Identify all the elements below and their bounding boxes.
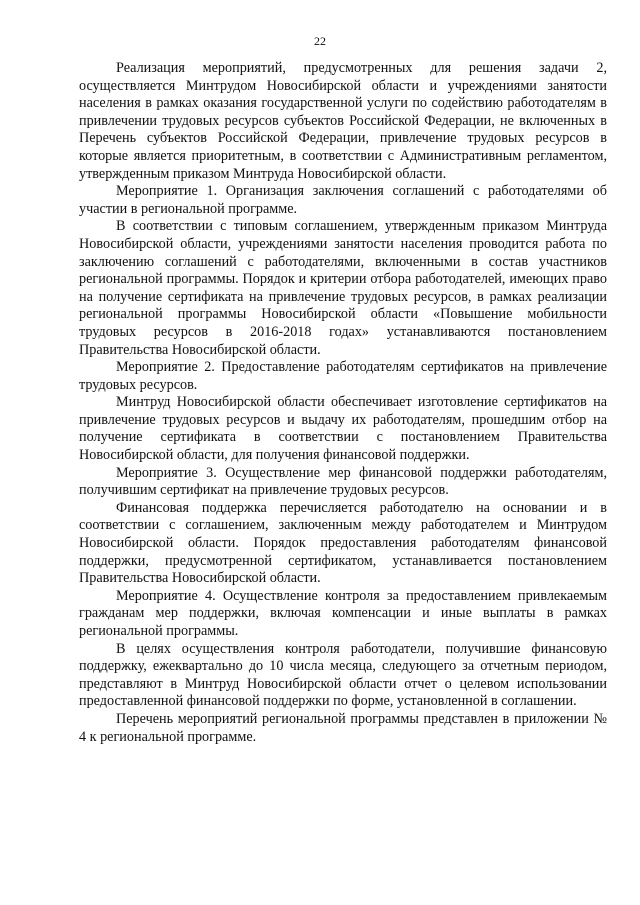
document-body <box>79 60 607 746</box>
paragraph-certificates-issue: Минтруд Новосибирской области обеспечивает изготовление сертификатов на привлечение трудовых ресурсов и выдачу их работодателям, прошедшим отбор на получение сертификата в соответствии с постановлением Правительства Новосибирской области, для получения финансовой поддержки. <box>79 394 607 464</box>
paragraph-measure-3: Мероприятие 3. Осуществление мер финансовой поддержки работодателям, получившим сертификат на привлечение трудовых ресурсов. <box>79 464 607 499</box>
paragraph-measure-1: Мероприятие 1. Организация заключения соглашений с работодателями об участии в региональной программе. <box>79 183 607 217</box>
paragraph-standard-agreement: В соответствии с типовым соглашением, утвержденным приказом Минтруда Новосибирской области, учреждениями занятости населения проводится работа по заключению соглашений с работодателями, включенными в состав участников региональной программы. Порядок и критерии отбора работодателей, имеющих право на получение сертификата на привлечение трудовых ресурсов, в рамках реализации региональной программы Новосибирской области «Повышение мобильности трудовых ресурсов в 2016-2018 годах» устанавливаются постановлением Правительства Новосибирской области. <box>79 218 607 358</box>
paragraph-measure-2: Мероприятие 2. Предоставление работодателям сертификатов на привлечение трудовых ресурсов. <box>79 359 607 393</box>
paragraph-measures-list: Перечень мероприятий региональной программы представлен в приложении № 4 к региональной программе. <box>79 710 607 745</box>
paragraph-control-reporting: В целях осуществления контроля работодатели, получившие финансовую поддержку, ежеквартально до 10 числа месяца, следующего за отчетным периодом, представляют в Минтруд Новосибирской области отчет о целевом использовании предоставленной финансовой поддержки по форме, установленной в соглашении. <box>79 640 607 710</box>
paragraph-task2-implementation: Реализация мероприятий, предусмотренных для решения задачи 2, осуществляется Минтрудом Новосибирской области и учреждениями занятости населения в рамках оказания государственной услуги по содействию работодателям в привлечении трудовых ресурсов субъектов Российской Федерации, не включенных в Перечень субъектов Российской Федерации, привлечение трудовых ресурсов в которые является приоритетным, в соответствии с Административным регламентом, утвержденным приказом Минтруда Новосибирской области. <box>79 60 607 182</box>
paragraph-financial-support: Финансовая поддержка перечисляется работодателю на основании и в соответствии с соглашением, заключенным между работодателем и Минтрудом Новосибирской области. Порядок предоставления работодателям финансовой поддержки, предусмотренной сертификатом, устанавливается постановлением Правительства Новосибирской области. <box>79 499 607 587</box>
paragraph-measure-4: Мероприятие 4. Осуществление контроля за предоставлением привлекаемым гражданам мер поддержки, включая компенсации и иные выплаты в рамках региональной программы. <box>79 587 607 639</box>
page-number: 22 <box>314 34 326 48</box>
